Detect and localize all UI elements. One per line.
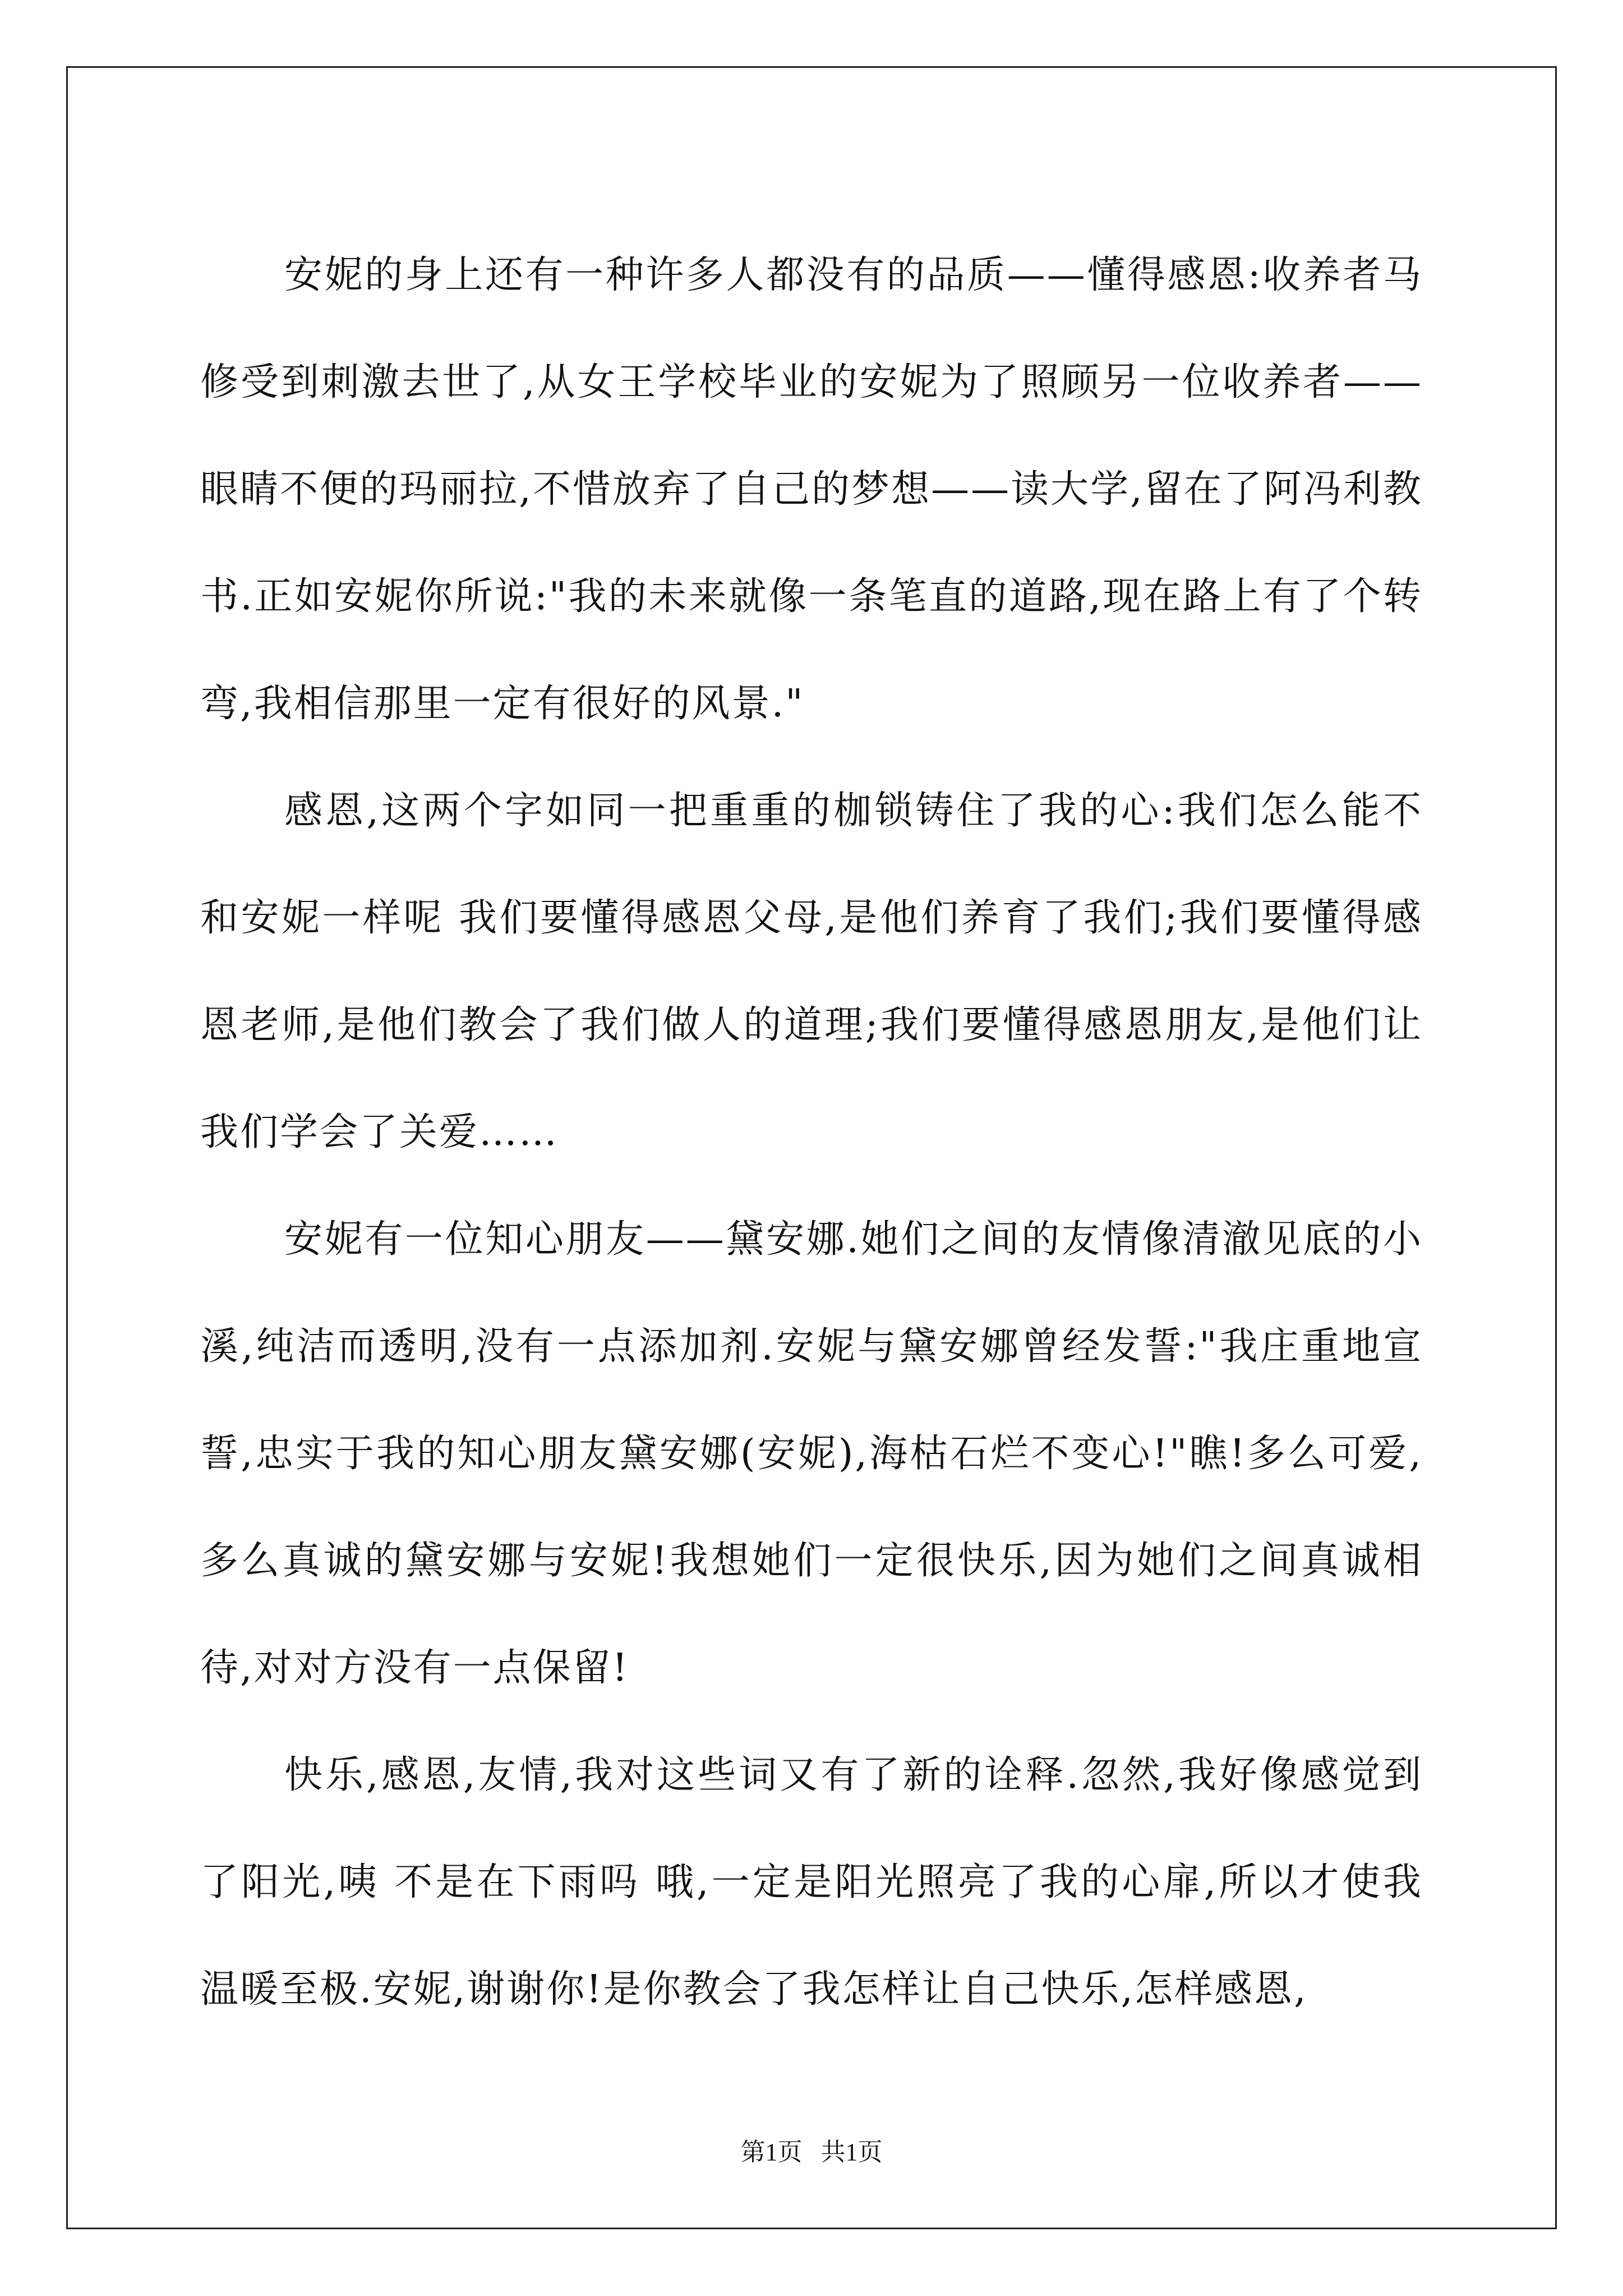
paragraph-2: 感恩,这两个字如同一把重重的枷锁铸住了我的心:我们怎么能不和安妮一样呢 我们要懂得感恩父母,是他们养育了我们;我们要懂得感恩老师,是他们教会了我们做人的道理;我们要懂得感恩朋友,是他们让我们学会了关爱…… [200,789,1423,1154]
document-body [200,222,1423,2043]
paragraph-3: 安妮有一位知心朋友——黛安娜.她们之间的友情像清澈见底的小溪,纯洁而透明,没有一点添加剂.安妮与黛安娜曾经发誓:"我庄重地宣誓,忠实于我的知心朋友黛安娜(安妮),海枯石烂不变心!"瞧!多么可爱,多么真诚的黛安娜与安妮!我想她们一定很快乐,因为她们之间真诚相待,对对方没有一点保留! [200,1217,1423,1690]
page-footer [0,2132,1623,2168]
page-number: 第1页 共1页 [740,2138,883,2166]
paragraph-1: 安妮的身上还有一种许多人都没有的品质——懂得感恩:收养者马修受到刺激去世了,从女王学校毕业的安妮为了照顾另一位收养者——眼睛不便的玛丽拉,不惜放弃了自己的梦想——读大学,留在了阿冯利教书.正如安妮你所说:"我的未来就像一条笔直的道路,现在路上有了个转弯,我相信那里一定有很好的风景." [200,253,1423,726]
paragraph-4: 快乐,感恩,友情,我对这些词又有了新的诠释.忽然,我好像感觉到了阳光,咦 不是在下雨吗 哦,一定是阳光照亮了我的心扉,所以才使我温暖至极.安妮,谢谢你!是你教会了我怎样让自己快乐,怎样感恩, [200,1753,1423,2012]
